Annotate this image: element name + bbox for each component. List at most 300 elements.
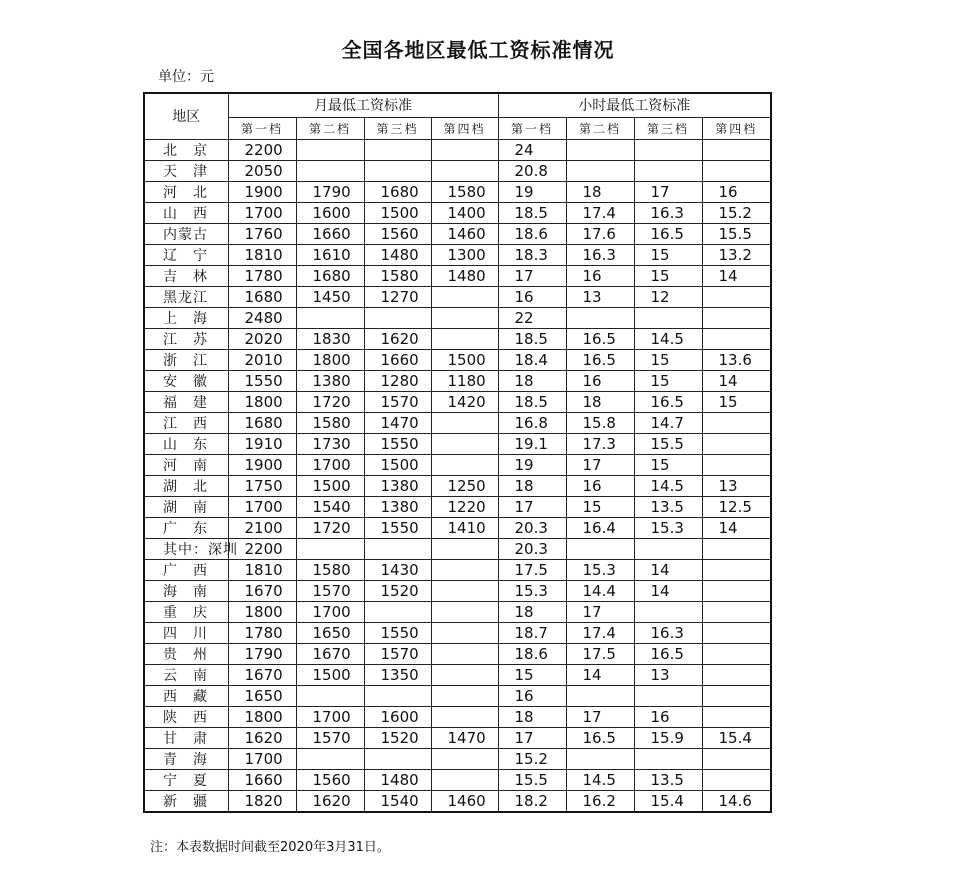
hourly-tier-1-cell: 20.8 bbox=[498, 160, 566, 181]
hourly-tier-3-cell: 12 bbox=[634, 286, 702, 307]
hourly-tier-4-cell: 13 bbox=[702, 475, 771, 496]
region-cell: 新 疆 bbox=[144, 790, 228, 812]
table-row bbox=[144, 517, 771, 538]
region-cell: 湖 北 bbox=[144, 475, 228, 496]
monthly-tier-4-cell: 1180 bbox=[431, 370, 498, 391]
hourly-tier-4-cell bbox=[702, 601, 771, 622]
hourly-tier-2-cell: 15.3 bbox=[566, 559, 634, 580]
region-cell: 河 南 bbox=[144, 454, 228, 475]
monthly-tier-1-cell: 1780 bbox=[228, 265, 296, 286]
hourly-tier-3-cell: 16 bbox=[634, 706, 702, 727]
monthly-tier-1-cell: 1820 bbox=[228, 790, 296, 812]
monthly-tier-3-cell bbox=[364, 748, 431, 769]
monthly-tier-4-cell bbox=[431, 706, 498, 727]
monthly-tier-3-cell: 1500 bbox=[364, 454, 431, 475]
monthly-tier-1-cell: 2050 bbox=[228, 160, 296, 181]
monthly-tier-2-cell: 1730 bbox=[296, 433, 364, 454]
monthly-tier-1-cell: 1680 bbox=[228, 286, 296, 307]
hourly-tier-3-header: 第三档 bbox=[634, 117, 702, 139]
page-title: 全国各地区最低工资标准情况 bbox=[341, 38, 615, 62]
hourly-tier-4-cell bbox=[702, 454, 771, 475]
monthly-tier-4-cell: 1460 bbox=[431, 223, 498, 244]
hourly-tier-4-header: 第四档 bbox=[702, 117, 771, 139]
monthly-tier-2-cell: 1660 bbox=[296, 223, 364, 244]
hourly-tier-2-cell bbox=[566, 139, 634, 160]
hourly-tier-4-cell: 14 bbox=[702, 517, 771, 538]
monthly-tier-1-cell: 1670 bbox=[228, 580, 296, 601]
hourly-tier-2-cell bbox=[566, 307, 634, 328]
hourly-tier-2-cell: 16.5 bbox=[566, 328, 634, 349]
monthly-tier-4-cell bbox=[431, 643, 498, 664]
table-row bbox=[144, 160, 771, 181]
monthly-tier-1-cell: 1700 bbox=[228, 748, 296, 769]
hourly-tier-3-cell: 16.3 bbox=[634, 202, 702, 223]
monthly-tier-1-cell: 2100 bbox=[228, 517, 296, 538]
region-cell: 青 海 bbox=[144, 748, 228, 769]
hourly-tier-4-cell bbox=[702, 706, 771, 727]
monthly-tier-1-cell: 1910 bbox=[228, 433, 296, 454]
hourly-tier-3-cell: 13 bbox=[634, 664, 702, 685]
table-row bbox=[144, 223, 771, 244]
region-cell: 山 西 bbox=[144, 202, 228, 223]
table-row bbox=[144, 286, 771, 307]
hourly-tier-2-cell: 17 bbox=[566, 601, 634, 622]
hourly-tier-4-cell: 13.2 bbox=[702, 244, 771, 265]
table-row bbox=[144, 139, 771, 160]
hourly-tier-4-cell bbox=[702, 307, 771, 328]
monthly-tier-4-cell bbox=[431, 538, 498, 559]
monthly-tier-2-cell: 1700 bbox=[296, 601, 364, 622]
region-cell: 西 藏 bbox=[144, 685, 228, 706]
monthly-header: 月最低工资标准 bbox=[228, 93, 498, 117]
region-cell: 湖 南 bbox=[144, 496, 228, 517]
hourly-tier-2-cell: 16 bbox=[566, 265, 634, 286]
hourly-tier-4-cell bbox=[702, 664, 771, 685]
monthly-tier-1-cell: 1620 bbox=[228, 727, 296, 748]
monthly-tier-1-cell: 2010 bbox=[228, 349, 296, 370]
monthly-tier-3-cell: 1500 bbox=[364, 202, 431, 223]
hourly-tier-3-cell: 14.5 bbox=[634, 328, 702, 349]
monthly-tier-1-cell: 1900 bbox=[228, 454, 296, 475]
monthly-tier-3-cell: 1520 bbox=[364, 580, 431, 601]
monthly-tier-1-cell: 2480 bbox=[228, 307, 296, 328]
table-row bbox=[144, 391, 771, 412]
hourly-tier-1-cell: 18.6 bbox=[498, 223, 566, 244]
hourly-tier-2-cell: 16.4 bbox=[566, 517, 634, 538]
monthly-tier-2-cell: 1610 bbox=[296, 244, 364, 265]
hourly-tier-2-cell: 16.2 bbox=[566, 790, 634, 812]
hourly-tier-1-cell: 22 bbox=[498, 307, 566, 328]
hourly-tier-4-cell: 16 bbox=[702, 181, 771, 202]
hourly-tier-3-cell bbox=[634, 601, 702, 622]
region-cell: 云 南 bbox=[144, 664, 228, 685]
monthly-tier-3-cell: 1380 bbox=[364, 496, 431, 517]
hourly-tier-3-cell: 15 bbox=[634, 370, 702, 391]
hourly-tier-3-cell: 15 bbox=[634, 454, 702, 475]
monthly-tier-2-cell: 1380 bbox=[296, 370, 364, 391]
table-row bbox=[144, 622, 771, 643]
hourly-tier-2-cell: 17.4 bbox=[566, 622, 634, 643]
monthly-tier-4-cell: 1250 bbox=[431, 475, 498, 496]
hourly-tier-2-cell: 16.3 bbox=[566, 244, 634, 265]
hourly-tier-1-cell: 18.3 bbox=[498, 244, 566, 265]
hourly-tier-4-cell bbox=[702, 160, 771, 181]
monthly-tier-1-cell: 1800 bbox=[228, 706, 296, 727]
hourly-tier-2-cell: 18 bbox=[566, 181, 634, 202]
monthly-tier-1-cell: 1550 bbox=[228, 370, 296, 391]
monthly-tier-4-cell bbox=[431, 769, 498, 790]
hourly-tier-1-cell: 18 bbox=[498, 601, 566, 622]
monthly-tier-4-cell: 1300 bbox=[431, 244, 498, 265]
hourly-tier-2-cell: 17 bbox=[566, 454, 634, 475]
monthly-tier-4-cell bbox=[431, 559, 498, 580]
hourly-tier-4-cell: 12.5 bbox=[702, 496, 771, 517]
monthly-tier-4-cell: 1220 bbox=[431, 496, 498, 517]
hourly-tier-2-cell: 13 bbox=[566, 286, 634, 307]
table-row bbox=[144, 202, 771, 223]
hourly-tier-3-cell: 14.7 bbox=[634, 412, 702, 433]
monthly-tier-1-cell: 1700 bbox=[228, 202, 296, 223]
hourly-tier-1-cell: 19 bbox=[498, 454, 566, 475]
hourly-tier-4-cell: 15 bbox=[702, 391, 771, 412]
table-row bbox=[144, 349, 771, 370]
region-cell: 广 东 bbox=[144, 517, 228, 538]
hourly-tier-3-cell: 16.5 bbox=[634, 391, 702, 412]
hourly-tier-1-cell: 20.3 bbox=[498, 538, 566, 559]
hourly-tier-2-cell bbox=[566, 748, 634, 769]
monthly-tier-1-cell: 1670 bbox=[228, 664, 296, 685]
region-cell: 山 东 bbox=[144, 433, 228, 454]
hourly-tier-3-cell: 15.3 bbox=[634, 517, 702, 538]
hourly-tier-1-cell: 18.2 bbox=[498, 790, 566, 812]
hourly-tier-1-cell: 18.5 bbox=[498, 391, 566, 412]
region-cell: 河 北 bbox=[144, 181, 228, 202]
hourly-tier-2-cell: 16 bbox=[566, 475, 634, 496]
table-row bbox=[144, 706, 771, 727]
hourly-tier-3-cell: 15.4 bbox=[634, 790, 702, 812]
hourly-tier-1-cell: 24 bbox=[498, 139, 566, 160]
hourly-tier-4-cell bbox=[702, 769, 771, 790]
hourly-tier-1-cell: 18 bbox=[498, 706, 566, 727]
table-row bbox=[144, 664, 771, 685]
monthly-tier-1-cell: 1660 bbox=[228, 769, 296, 790]
region-cell: 上 海 bbox=[144, 307, 228, 328]
monthly-tier-4-cell: 1500 bbox=[431, 349, 498, 370]
hourly-tier-3-cell bbox=[634, 748, 702, 769]
monthly-tier-2-cell: 1580 bbox=[296, 559, 364, 580]
table-row bbox=[144, 559, 771, 580]
hourly-tier-4-cell bbox=[702, 580, 771, 601]
monthly-tier-4-cell: 1580 bbox=[431, 181, 498, 202]
hourly-header: 小时最低工资标准 bbox=[498, 93, 771, 117]
region-cell: 广 西 bbox=[144, 559, 228, 580]
monthly-tier-4-cell bbox=[431, 664, 498, 685]
region-cell: 浙 江 bbox=[144, 349, 228, 370]
hourly-tier-1-cell: 15 bbox=[498, 664, 566, 685]
monthly-tier-4-cell: 1470 bbox=[431, 727, 498, 748]
monthly-tier-1-cell: 1700 bbox=[228, 496, 296, 517]
hourly-tier-2-cell bbox=[566, 160, 634, 181]
monthly-tier-2-cell: 1700 bbox=[296, 454, 364, 475]
monthly-tier-1-cell: 2020 bbox=[228, 328, 296, 349]
hourly-tier-3-cell: 15.5 bbox=[634, 433, 702, 454]
monthly-tier-1-cell: 1900 bbox=[228, 181, 296, 202]
hourly-tier-2-cell: 14 bbox=[566, 664, 634, 685]
hourly-tier-1-cell: 15.5 bbox=[498, 769, 566, 790]
table-row bbox=[144, 790, 771, 812]
table-row bbox=[144, 748, 771, 769]
hourly-tier-3-cell: 16.5 bbox=[634, 643, 702, 664]
hourly-tier-1-cell: 18.5 bbox=[498, 328, 566, 349]
hourly-tier-1-cell: 19.1 bbox=[498, 433, 566, 454]
table-row bbox=[144, 328, 771, 349]
monthly-tier-1-cell: 1790 bbox=[228, 643, 296, 664]
hourly-tier-1-cell: 20.3 bbox=[498, 517, 566, 538]
hourly-tier-1-cell: 18 bbox=[498, 475, 566, 496]
hourly-tier-1-cell: 16 bbox=[498, 685, 566, 706]
hourly-tier-2-cell: 16 bbox=[566, 370, 634, 391]
monthly-tier-3-cell: 1280 bbox=[364, 370, 431, 391]
monthly-tier-2-cell bbox=[296, 748, 364, 769]
region-cell: 黑龙江 bbox=[144, 286, 228, 307]
hourly-tier-1-cell: 15.2 bbox=[498, 748, 566, 769]
table-row bbox=[144, 643, 771, 664]
hourly-tier-3-cell bbox=[634, 160, 702, 181]
monthly-tier-4-cell: 1420 bbox=[431, 391, 498, 412]
region-cell: 吉 林 bbox=[144, 265, 228, 286]
monthly-tier-4-header: 第四档 bbox=[431, 117, 498, 139]
monthly-tier-3-cell: 1550 bbox=[364, 433, 431, 454]
minimum-wage-table bbox=[143, 92, 772, 813]
region-cell: 海 南 bbox=[144, 580, 228, 601]
monthly-tier-2-cell: 1560 bbox=[296, 769, 364, 790]
region-cell: 北 京 bbox=[144, 139, 228, 160]
hourly-tier-2-cell: 17.4 bbox=[566, 202, 634, 223]
hourly-tier-2-cell: 17 bbox=[566, 706, 634, 727]
table-row bbox=[144, 433, 771, 454]
monthly-tier-4-cell: 1480 bbox=[431, 265, 498, 286]
hourly-tier-3-cell: 16.3 bbox=[634, 622, 702, 643]
monthly-tier-3-cell bbox=[364, 601, 431, 622]
monthly-tier-4-cell bbox=[431, 433, 498, 454]
hourly-tier-4-cell bbox=[702, 622, 771, 643]
table-row bbox=[144, 454, 771, 475]
hourly-tier-4-cell: 15.4 bbox=[702, 727, 771, 748]
hourly-tier-4-cell: 14.6 bbox=[702, 790, 771, 812]
hourly-tier-2-cell: 15 bbox=[566, 496, 634, 517]
table-row bbox=[144, 265, 771, 286]
monthly-tier-4-cell bbox=[431, 622, 498, 643]
monthly-tier-2-cell bbox=[296, 538, 364, 559]
monthly-tier-3-cell: 1480 bbox=[364, 769, 431, 790]
monthly-tier-3-header: 第三档 bbox=[364, 117, 431, 139]
monthly-tier-2-cell: 1670 bbox=[296, 643, 364, 664]
hourly-tier-2-cell: 14.4 bbox=[566, 580, 634, 601]
monthly-tier-3-cell: 1570 bbox=[364, 643, 431, 664]
monthly-tier-4-cell bbox=[431, 580, 498, 601]
hourly-tier-3-cell bbox=[634, 139, 702, 160]
monthly-tier-2-cell: 1720 bbox=[296, 517, 364, 538]
hourly-tier-3-cell: 15 bbox=[634, 265, 702, 286]
hourly-tier-4-cell bbox=[702, 643, 771, 664]
table-row bbox=[144, 601, 771, 622]
monthly-tier-3-cell: 1470 bbox=[364, 412, 431, 433]
monthly-tier-1-cell: 1800 bbox=[228, 601, 296, 622]
hourly-tier-3-cell: 15 bbox=[634, 349, 702, 370]
hourly-tier-3-cell: 14 bbox=[634, 559, 702, 580]
monthly-tier-2-cell: 1570 bbox=[296, 727, 364, 748]
monthly-tier-3-cell: 1550 bbox=[364, 517, 431, 538]
monthly-tier-3-cell: 1480 bbox=[364, 244, 431, 265]
monthly-tier-3-cell bbox=[364, 538, 431, 559]
monthly-tier-2-cell: 1580 bbox=[296, 412, 364, 433]
table-row bbox=[144, 496, 771, 517]
hourly-tier-3-cell: 16.5 bbox=[634, 223, 702, 244]
monthly-tier-3-cell: 1270 bbox=[364, 286, 431, 307]
monthly-tier-2-cell: 1830 bbox=[296, 328, 364, 349]
monthly-tier-2-cell: 1570 bbox=[296, 580, 364, 601]
table-row bbox=[144, 307, 771, 328]
hourly-tier-1-cell: 16.8 bbox=[498, 412, 566, 433]
hourly-tier-4-cell bbox=[702, 286, 771, 307]
monthly-tier-4-cell bbox=[431, 748, 498, 769]
monthly-tier-3-cell: 1600 bbox=[364, 706, 431, 727]
monthly-tier-1-cell: 1810 bbox=[228, 244, 296, 265]
hourly-tier-4-cell bbox=[702, 412, 771, 433]
hourly-tier-2-header: 第二档 bbox=[566, 117, 634, 139]
hourly-tier-4-cell: 14 bbox=[702, 265, 771, 286]
hourly-tier-1-cell: 17 bbox=[498, 265, 566, 286]
monthly-tier-3-cell bbox=[364, 160, 431, 181]
hourly-tier-4-cell bbox=[702, 685, 771, 706]
region-cell: 四 川 bbox=[144, 622, 228, 643]
monthly-tier-1-cell: 1780 bbox=[228, 622, 296, 643]
monthly-tier-1-header: 第一档 bbox=[228, 117, 296, 139]
monthly-tier-3-cell: 1660 bbox=[364, 349, 431, 370]
table-row bbox=[144, 244, 771, 265]
table-body bbox=[144, 139, 771, 812]
monthly-tier-1-cell: 2200 bbox=[228, 538, 296, 559]
monthly-tier-4-cell bbox=[431, 307, 498, 328]
table-row bbox=[144, 475, 771, 496]
hourly-tier-4-cell bbox=[702, 328, 771, 349]
monthly-tier-3-cell: 1540 bbox=[364, 790, 431, 812]
footnote: 注：本表数据时间截至2020年3月31日。 bbox=[150, 840, 390, 855]
monthly-tier-2-cell: 1700 bbox=[296, 706, 364, 727]
monthly-tier-2-cell: 1600 bbox=[296, 202, 364, 223]
hourly-tier-3-cell: 13.5 bbox=[634, 769, 702, 790]
monthly-tier-1-cell: 1680 bbox=[228, 412, 296, 433]
table-row bbox=[144, 538, 771, 559]
hourly-tier-3-cell: 14.5 bbox=[634, 475, 702, 496]
monthly-tier-1-cell: 1800 bbox=[228, 391, 296, 412]
hourly-tier-4-cell bbox=[702, 139, 771, 160]
region-cell: 江 西 bbox=[144, 412, 228, 433]
monthly-tier-3-cell: 1430 bbox=[364, 559, 431, 580]
hourly-tier-3-cell bbox=[634, 307, 702, 328]
hourly-tier-1-header: 第一档 bbox=[498, 117, 566, 139]
hourly-tier-2-cell: 16.5 bbox=[566, 349, 634, 370]
hourly-tier-1-cell: 17 bbox=[498, 727, 566, 748]
monthly-tier-2-cell: 1680 bbox=[296, 265, 364, 286]
hourly-tier-4-cell: 14 bbox=[702, 370, 771, 391]
monthly-tier-3-cell: 1520 bbox=[364, 727, 431, 748]
monthly-tier-3-cell bbox=[364, 685, 431, 706]
hourly-tier-1-cell: 17 bbox=[498, 496, 566, 517]
monthly-tier-4-cell bbox=[431, 286, 498, 307]
hourly-tier-4-cell: 13.6 bbox=[702, 349, 771, 370]
hourly-tier-3-cell: 15.9 bbox=[634, 727, 702, 748]
monthly-tier-1-cell: 1760 bbox=[228, 223, 296, 244]
hourly-tier-2-cell bbox=[566, 538, 634, 559]
monthly-tier-3-cell: 1620 bbox=[364, 328, 431, 349]
monthly-tier-2-cell: 1620 bbox=[296, 790, 364, 812]
monthly-tier-3-cell: 1570 bbox=[364, 391, 431, 412]
hourly-tier-3-cell: 17 bbox=[634, 181, 702, 202]
monthly-tier-4-cell bbox=[431, 601, 498, 622]
hourly-tier-2-cell: 16.5 bbox=[566, 727, 634, 748]
monthly-tier-4-cell: 1410 bbox=[431, 517, 498, 538]
monthly-tier-2-cell bbox=[296, 307, 364, 328]
hourly-tier-2-cell bbox=[566, 685, 634, 706]
unit-label: 单位：元 bbox=[158, 69, 214, 85]
monthly-tier-2-cell: 1540 bbox=[296, 496, 364, 517]
region-cell: 江 苏 bbox=[144, 328, 228, 349]
hourly-tier-4-cell bbox=[702, 433, 771, 454]
monthly-tier-1-cell: 2200 bbox=[228, 139, 296, 160]
monthly-tier-2-cell bbox=[296, 139, 364, 160]
monthly-tier-1-cell: 1750 bbox=[228, 475, 296, 496]
table-row bbox=[144, 370, 771, 391]
hourly-tier-1-cell: 18.6 bbox=[498, 643, 566, 664]
monthly-tier-2-header: 第二档 bbox=[296, 117, 364, 139]
hourly-tier-2-cell: 15.8 bbox=[566, 412, 634, 433]
table-row bbox=[144, 580, 771, 601]
hourly-tier-4-cell bbox=[702, 559, 771, 580]
monthly-tier-3-cell bbox=[364, 139, 431, 160]
region-cell: 辽 宁 bbox=[144, 244, 228, 265]
hourly-tier-4-cell: 15.5 bbox=[702, 223, 771, 244]
monthly-tier-4-cell bbox=[431, 160, 498, 181]
region-cell: 内蒙古 bbox=[144, 223, 228, 244]
table-row bbox=[144, 685, 771, 706]
hourly-tier-1-cell: 17.5 bbox=[498, 559, 566, 580]
monthly-tier-2-cell: 1500 bbox=[296, 664, 364, 685]
monthly-tier-3-cell: 1350 bbox=[364, 664, 431, 685]
hourly-tier-2-cell: 14.5 bbox=[566, 769, 634, 790]
hourly-tier-1-cell: 16 bbox=[498, 286, 566, 307]
monthly-tier-2-cell bbox=[296, 685, 364, 706]
monthly-tier-1-cell: 1810 bbox=[228, 559, 296, 580]
monthly-tier-4-cell bbox=[431, 454, 498, 475]
monthly-tier-2-cell bbox=[296, 160, 364, 181]
monthly-tier-3-cell: 1680 bbox=[364, 181, 431, 202]
monthly-tier-2-cell: 1790 bbox=[296, 181, 364, 202]
monthly-tier-1-cell: 1650 bbox=[228, 685, 296, 706]
monthly-tier-3-cell bbox=[364, 307, 431, 328]
hourly-tier-2-cell: 17.6 bbox=[566, 223, 634, 244]
region-cell: 福 建 bbox=[144, 391, 228, 412]
hourly-tier-4-cell bbox=[702, 538, 771, 559]
monthly-tier-2-cell: 1650 bbox=[296, 622, 364, 643]
table-row bbox=[144, 727, 771, 748]
hourly-tier-3-cell: 14 bbox=[634, 580, 702, 601]
monthly-tier-4-cell bbox=[431, 328, 498, 349]
hourly-tier-1-cell: 15.3 bbox=[498, 580, 566, 601]
hourly-tier-1-cell: 18.4 bbox=[498, 349, 566, 370]
monthly-tier-2-cell: 1800 bbox=[296, 349, 364, 370]
monthly-tier-4-cell bbox=[431, 685, 498, 706]
